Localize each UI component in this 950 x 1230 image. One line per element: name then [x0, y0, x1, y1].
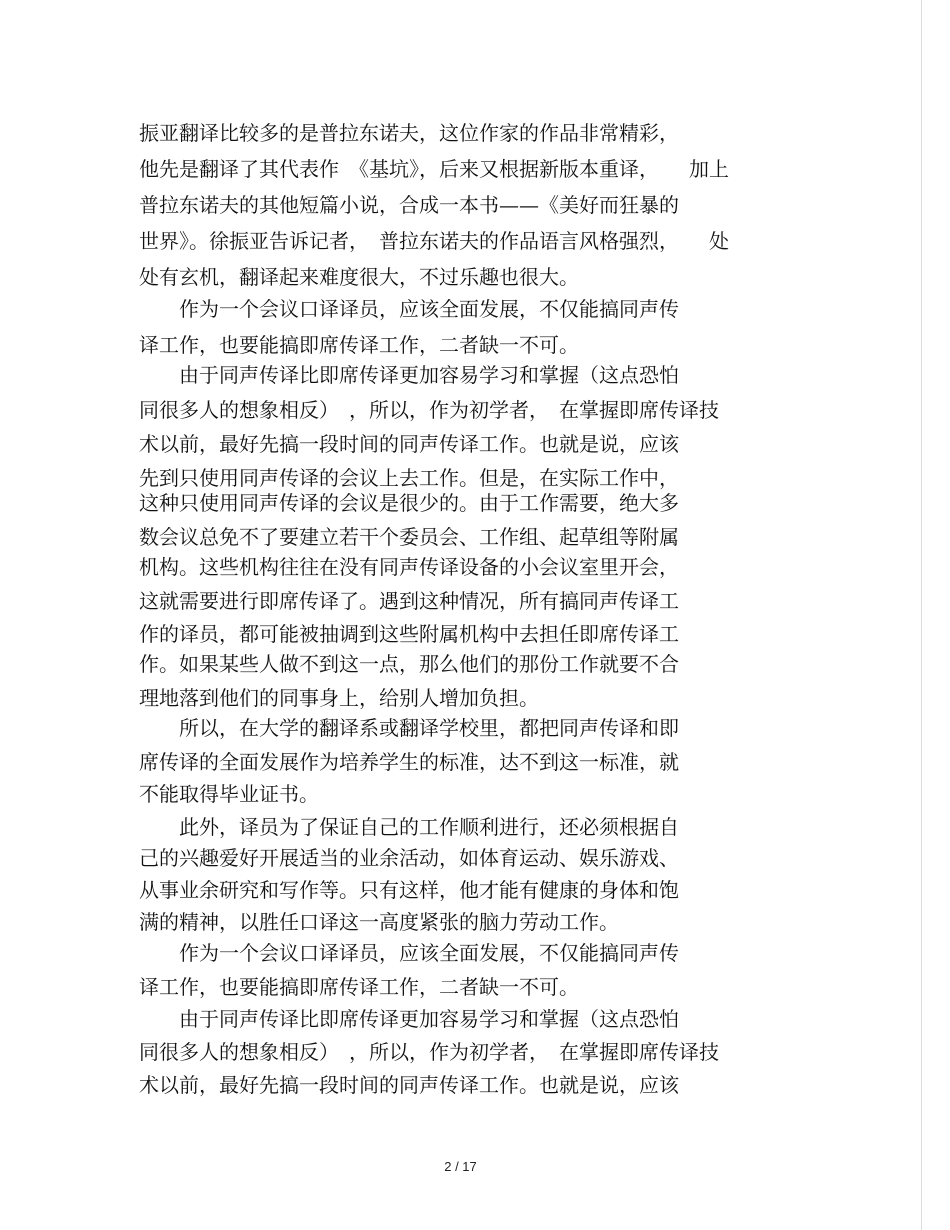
page-edge-divider: [921, 0, 922, 1230]
text-line: 理地落到他们的同事身上，给别人增加负担。: [139, 686, 539, 710]
text-line: 术以前，最好先搞一段时间的同声传译工作。也就是说，应该: [139, 1073, 679, 1097]
text-line: 机构。这些机构往往在没有同声传译设备的小会议室里开会，: [139, 555, 679, 579]
text-line: 这就需要进行即席传译了。遇到这种情况，所有搞同声传译工: [139, 589, 679, 613]
text-line: 作为一个会议口译译员，应该全面发展，不仅能搞同声传: [139, 941, 679, 965]
text-line: 他先是翻译了其代表作 《基坑》，后来又根据新版本重译， 加上: [139, 157, 729, 181]
text-line: 同很多人的想象相反） ，所以，作为初学者， 在掌握即席传译技: [139, 398, 719, 422]
text-line: 术以前，最好先搞一段时间的同声传译工作。也就是说，应该: [139, 432, 679, 456]
text-line: 同很多人的想象相反） ，所以，作为初学者， 在掌握即席传译技: [139, 1040, 719, 1064]
text-line: 作为一个会议口译译员，应该全面发展，不仅能搞同声传: [139, 297, 679, 321]
text-line: 数会议总免不了要建立若干个委员会、工作组、起草组等附属: [139, 525, 679, 549]
text-line: 不能取得毕业证书。: [139, 782, 319, 806]
text-line: 所以，在大学的翻译系或翻译学校里，都把同声传译和即: [139, 716, 679, 740]
text-line: 由于同声传译比即席传译更加容易学习和掌握（这点恐怕: [139, 363, 679, 387]
text-line: 由于同声传译比即席传译更加容易学习和掌握（这点恐怕: [139, 1007, 679, 1031]
text-line: 席传译的全面发展作为培养学生的标准，达不到这一标准，就: [139, 750, 679, 774]
text-line: 此外，译员为了保证自己的工作顺利进行，还必须根据自: [139, 815, 679, 839]
text-line: 先到只使用同声传译的会议上去工作。但是，在实际工作中，: [139, 466, 679, 490]
text-line: 作。如果某些人做不到这一点，那么他们的那份工作就要不合: [139, 652, 679, 676]
text-line: 译工作，也要能搞即席传译工作，二者缺一不可。: [139, 975, 579, 999]
text-line: 世界》。徐振亚告诉记者， 普拉东诺夫的作品语言风格强烈， 处: [139, 229, 729, 253]
text-line: 作的译员，都可能被抽调到这些附属机构中去担任即席传译工: [139, 622, 679, 646]
text-line: 满的精神，以胜任口译这一高度紧张的脑力劳动工作。: [139, 910, 619, 934]
text-line: 振亚翻译比较多的是普拉东诺夫，这位作家的作品非常精彩，: [139, 121, 679, 145]
text-line: 处有玄机，翻译起来难度很大，不过乐趣也很大。: [139, 265, 579, 289]
text-line: 从事业余研究和写作等。只有这样，他才能有健康的身体和饱: [139, 878, 679, 902]
page-number: 2 / 17: [444, 1159, 477, 1174]
text-line: 译工作，也要能搞即席传译工作，二者缺一不可。: [139, 333, 579, 357]
text-line: 普拉东诺夫的其他短篇小说，合成一本书——《美好而狂暴的: [139, 193, 679, 217]
text-line: 己的兴趣爱好开展适当的业余活动，如体育运动、娱乐游戏、: [139, 846, 679, 870]
text-line: 这种只使用同声传译的会议是很少的。由于工作需要，绝大多: [139, 491, 679, 515]
